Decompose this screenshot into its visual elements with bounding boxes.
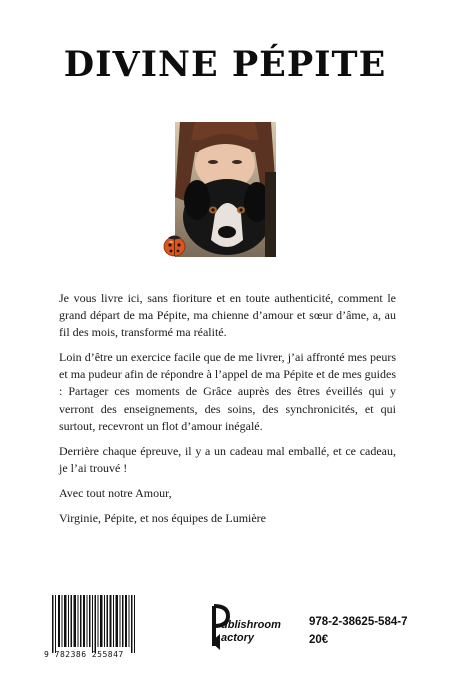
barcode-digits: 9 782386 255847 <box>44 650 124 659</box>
paragraph: Derrière chaque épreuve, il y a un cadeau mal emballé, et ce cadeau, je l’ai trouvé ! <box>59 443 396 475</box>
paragraph: Je vous livre ici, sans fioriture et en toute authenticité, comment le grand départ de ma Pépite, ma chienne d’amour et sœur d’âme, a, au fil des mois, transformé ma réalité. <box>59 291 396 340</box>
isbn: 978-2-38625-584-7 <box>309 616 408 628</box>
book-title: DIVINE PÉPITE <box>63 44 387 85</box>
paragraph: Virginie, Pépite, et nos équipes de Lumière <box>59 511 267 526</box>
publisher-name-line1: ublishroom <box>221 619 281 631</box>
price: 20€ <box>309 634 329 646</box>
author-photo <box>175 122 276 257</box>
publisher-name-line2: actory <box>221 632 255 644</box>
paragraph: Avec tout notre Amour, <box>59 485 172 500</box>
back-cover-text <box>59 290 396 535</box>
ladybug-icon <box>161 231 188 258</box>
paragraph: Loin d’être un exercice facile que de me livrer, j’ai affronté mes peurs et ma pudeur afin de répondre à l’appel de ma Pépite et de mes guides : Partager ces moments de Grâce auprès des êtres éveillés qui y verront des enseignements, des soins, des synchronicités, et qui surtout, recevront un flot d’amour inégalé. <box>59 350 396 433</box>
